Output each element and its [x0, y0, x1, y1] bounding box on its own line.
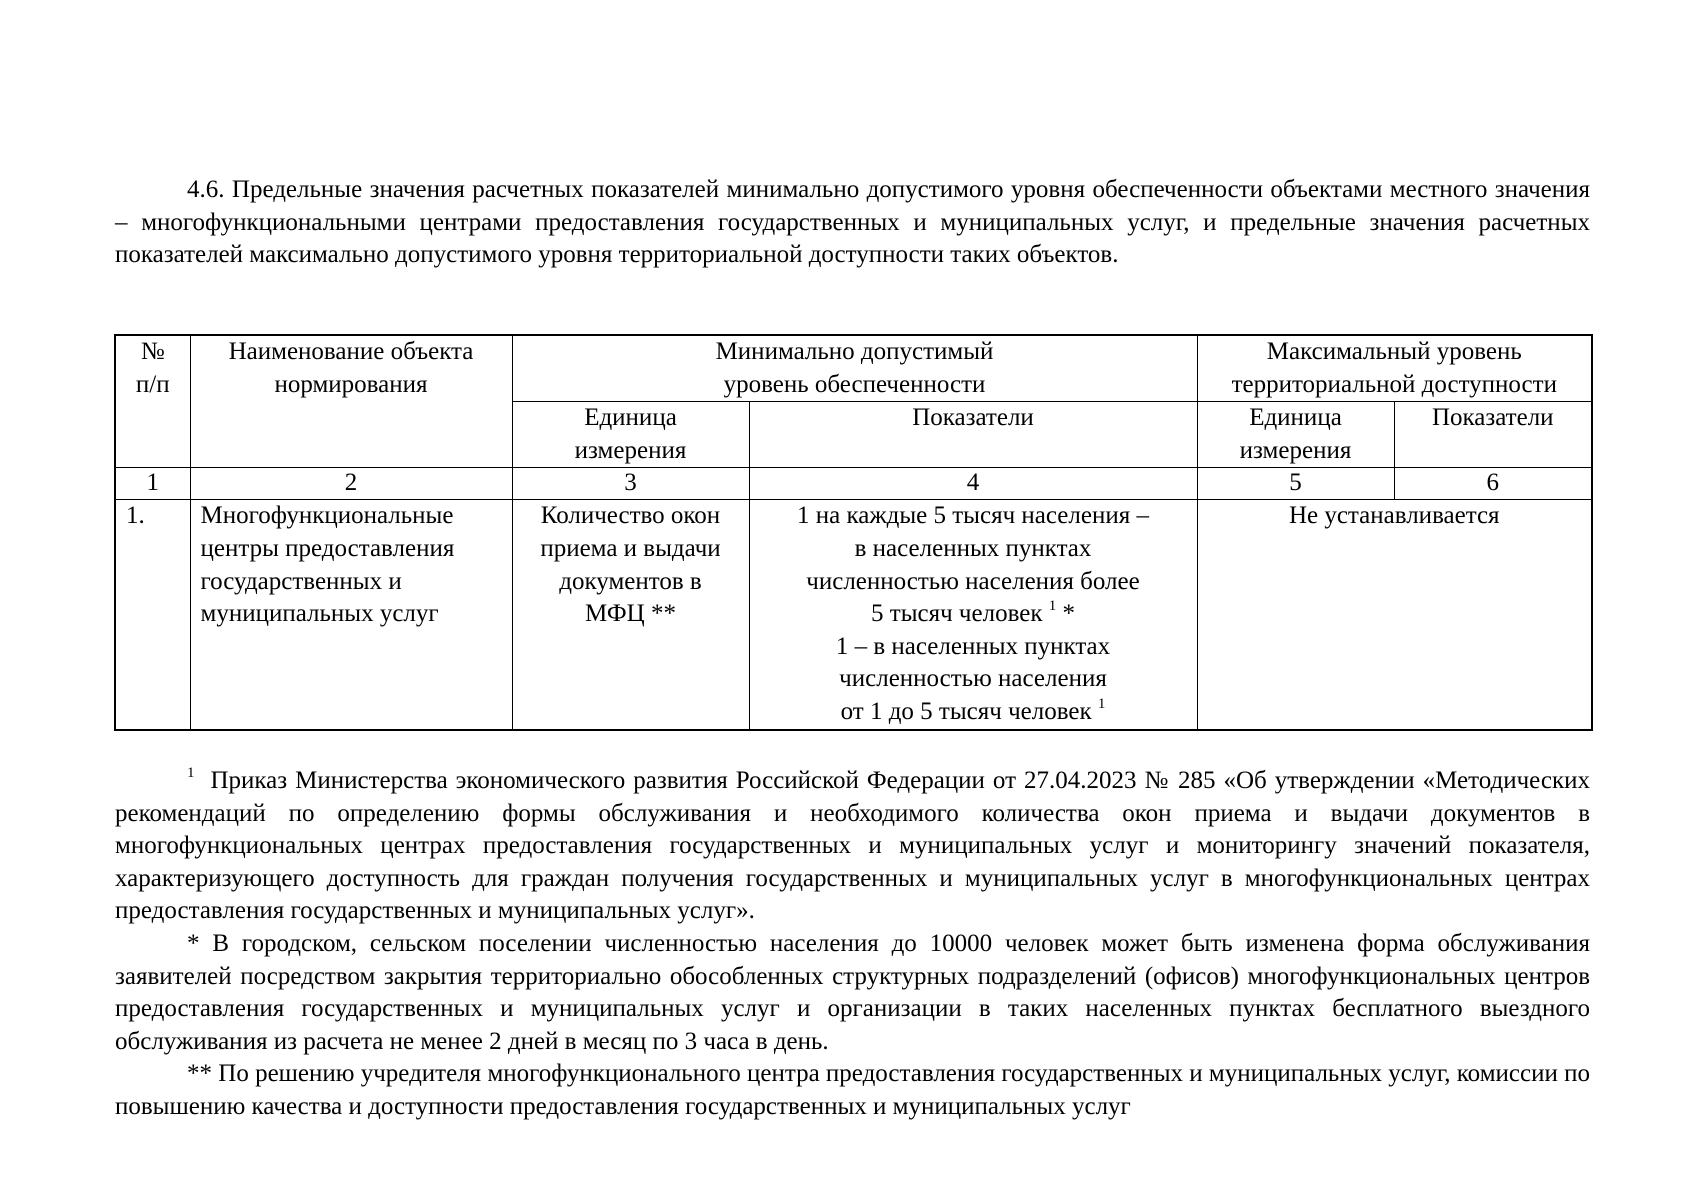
header-name-cell: Наименование объекта нормирования: [190, 335, 512, 468]
column-number: 1: [115, 468, 190, 500]
header-num-cell: № п/п: [115, 335, 190, 468]
intro-paragraph: 4.6. Предельные значения расчетных показателей минимально допустимого уровня обеспеченности объектами местного значения – многофункциональными центрами предоставления государственных и муниципальных услуг, и предельные значения расчетных показателей максимально допустимого уровня территориальной доступности таких объектов.: [115, 176, 1590, 269]
column-number: 4: [749, 468, 1197, 500]
header-max-unit: Единица измерения: [1197, 402, 1394, 468]
norms-table: [114, 334, 1593, 731]
object-name: Многофункциональные центры предоставления государственных и муниципальных услуг: [190, 500, 512, 730]
column-number: 6: [1394, 468, 1592, 500]
max-accessibility-value: Не устанавливается: [1197, 500, 1592, 730]
footnote-star: * В городском, сельском поселении численностью населения до 10000 человек может быть изменена форма обслуживания заявителей посредством закрытия территориально обособленных структурных подразделений (офисов) многофункциональных центров предоставления государственных и муниципальных услуг и организации в таких населенных пунктах бесплатного выездного обслуживания из расчета не менее 2 дней в месяц по 3 часа в день.: [115, 929, 1590, 1055]
footnote-1: $^1$ Приказ Министерства экономического развития Российской Федерации от 27.04.2023 № 285 «Об утверждении «Методических рекомендаций по определению формы обслуживания и необходимого количества окон приема и выдачи документов в многофункциональных центрах предоставления государственных и муниципальных услуг и мониторингу значений показателя, характеризующего доступность для граждан получения государственных и муниципальных услуг в многофункциональных центрах предоставления государственных и муниципальных услуг».: [115, 764, 1591, 925]
footnote-ref: 1: [1097, 695, 1106, 712]
header-max-indicators: Показатели: [1394, 402, 1592, 468]
indicator-values: 1 на каждые 5 тысяч населения – в населенных пунктах численностью населения более 5 тысяч человек $^1$ * 1 – в населенных пунктах численностью населения от 1 до 5 тысяч человек $^1$: [749, 500, 1197, 730]
row-number: 1.: [115, 500, 190, 730]
column-number: 3: [512, 468, 749, 500]
header-max-group: Максимальный уровень территориальной доступности: [1197, 335, 1592, 402]
footnote-ref: 1: [1048, 597, 1057, 614]
column-number: 2: [190, 468, 512, 500]
column-number: 5: [1197, 468, 1394, 500]
footnote-mark: 1: [187, 764, 195, 781]
header-min-group: Минимально допустимый уровень обеспеченности: [512, 335, 1197, 402]
header-min-unit: Единица измерения: [512, 402, 749, 468]
unit-of-measure: Количество окон приема и выдачи документов в МФЦ **: [512, 500, 749, 730]
header-min-indicators: Показатели: [749, 402, 1197, 468]
table-row: [115, 500, 1592, 730]
footnote-double-star: ** По решению учредителя многофункционального центра предоставления государственных и муниципальных услуг, комиссии по повышению качества и доступности предоставления государственных и муниципальных услуг: [115, 1060, 1590, 1120]
footnotes-section: [115, 765, 1590, 1124]
